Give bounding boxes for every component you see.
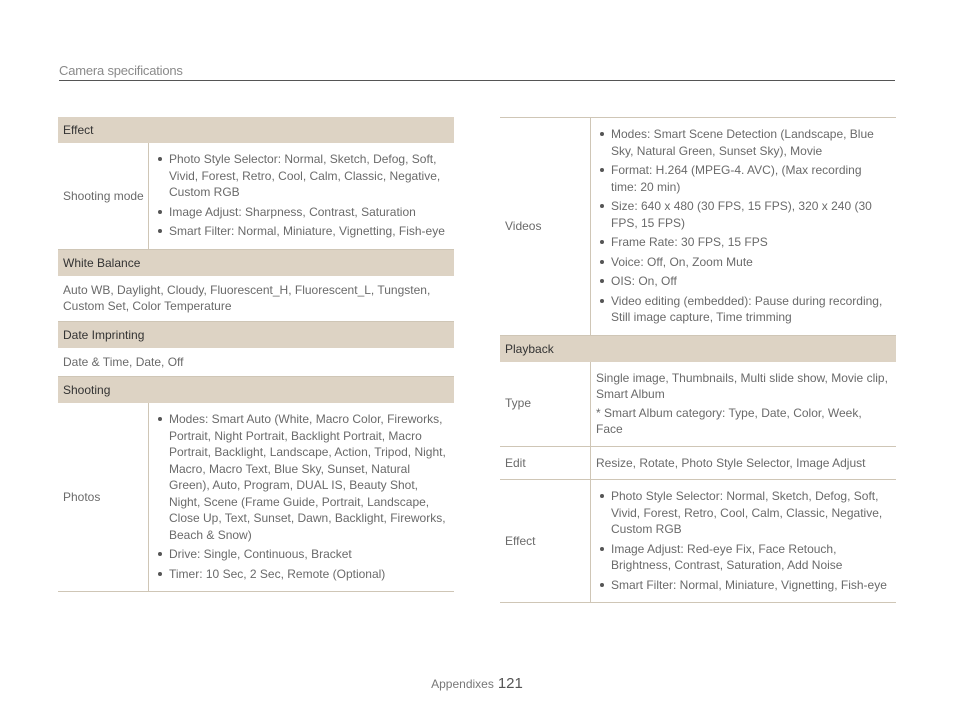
row-content [591,447,896,480]
row-label: Videos [500,118,591,335]
section-heading-effect: Effect [58,117,454,143]
type-note: * Smart Album category: Type, Date, Color, Week, Face [596,405,862,436]
list-item: Image Adjust: Red-eye Fix, Face Retouch, Brightness, Contrast, Saturation, Add Noise [596,541,888,574]
row-content [149,143,454,249]
list-item: Voice: Off, On, Zoom Mute [596,254,888,271]
list-item: Image Adjust: Sharpness, Contrast, Saturation [154,204,446,221]
bullet-list [154,411,446,582]
left-spec-table [58,117,454,592]
page-title: Camera specifications [59,63,183,78]
right-spec-table [500,117,896,603]
page-number: 121 [497,675,523,692]
section-heading-playback: Playback [500,336,896,362]
row-label: Edit [500,447,591,480]
list-item: Drive: Single, Continuous, Bracket [154,546,446,563]
section-heading-date-imprinting: Date Imprinting [58,322,454,348]
list-item: Video editing (embedded): Pause during recording, Still image capture, Time trimming [596,293,888,326]
bullet-list [596,488,888,593]
type-text: Single image, Thumbnails, Multi slide show, Movie clip, Smart Album [596,370,888,401]
row-content [591,480,896,602]
row-shooting-mode [58,143,454,250]
row-content [149,403,454,591]
row-type [500,362,896,447]
row-edit [500,447,896,481]
list-item: Size: 640 x 480 (30 FPS, 15 FPS), 320 x 240 (30 FPS, 15 FPS) [596,198,888,231]
row-label: Shooting mode [58,143,149,249]
list-item: Smart Filter: Normal, Miniature, Vignetting, Fish-eye [154,223,446,240]
date-imprinting-text: Date & Time, Date, Off [58,348,454,378]
list-item: OIS: On, Off [596,273,888,290]
white-balance-text: Auto WB, Daylight, Cloudy, Fluorescent_H, Fluorescent_L, Tungsten, Custom Set, Color Temperature [58,276,454,322]
page-header [59,62,895,81]
list-item: Photo Style Selector: Normal, Sketch, Defog, Soft, Vivid, Forest, Retro, Cool, Calm, Classic, Negative, Custom RGB [596,488,888,538]
edit-text: Resize, Rotate, Photo Style Selector, Image Adjust [596,455,866,470]
list-item: Format: H.264 (MPEG-4. AVC), (Max recording time: 20 min) [596,162,888,195]
section-heading-shooting: Shooting [58,377,454,403]
row-content [591,362,896,446]
row-label: Photos [58,403,149,591]
footer-section: Appendixes [431,677,494,691]
list-item: Frame Rate: 30 FPS, 15 FPS [596,234,888,251]
page-footer [0,675,954,692]
row-effect [500,480,896,603]
list-item: Smart Filter: Normal, Miniature, Vignetting, Fish-eye [596,577,888,594]
row-label: Type [500,362,591,446]
list-item: Timer: 10 Sec, 2 Sec, Remote (Optional) [154,566,446,583]
list-item: Modes: Smart Scene Detection (Landscape, Blue Sky, Natural Green, Sunset Sky), Movie [596,126,888,159]
list-item: Modes: Smart Auto (White, Macro Color, Fireworks, Portrait, Night Portrait, Backlight Portrait, Macro Portrait, Backlight, Landscape, Action, Tripod, Night, Macro, Macro Text, Blue Sky, Sunset, Natural Green), Auto, Program, DUAL IS, Beauty Shot, Night, Scene (Frame Guide, Portrait, Landscape, Close Up, Text, Sunset, Dawn, Backlight, Fireworks, Beach & Snow) [154,411,446,543]
bullet-list [154,151,446,240]
section-heading-white-balance: White Balance [58,250,454,276]
bullet-list [596,126,888,326]
list-item: Photo Style Selector: Normal, Sketch, Defog, Soft, Vivid, Forest, Retro, Cool, Calm, Classic, Negative, Custom RGB [154,151,446,201]
row-photos [58,403,454,592]
row-label: Effect [500,480,591,602]
row-content [591,118,896,335]
row-videos [500,117,896,336]
